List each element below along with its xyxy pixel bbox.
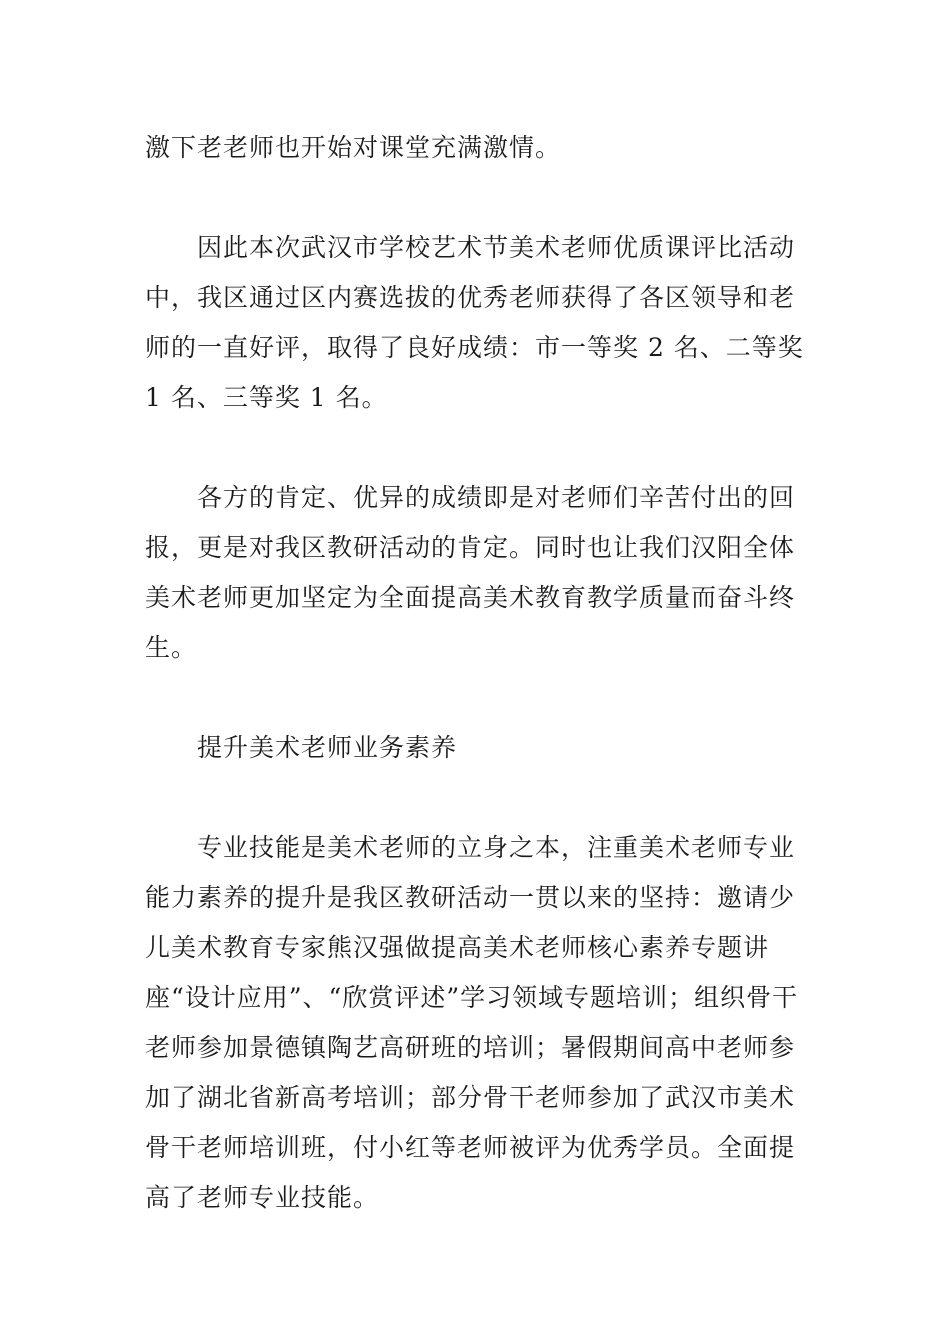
paragraph-competition-results: 因此本次武汉市学校艺术节美术老师优质课评比活动中，我区通过区内赛选拔的优秀老师获得了各区领导和老师的一直好评，取得了良好成绩：市一等奖 2 名、二等奖 1 名、三等奖 1 名。 [145,233,804,412]
section-heading: 提升美术老师业务素养 [197,733,458,762]
paragraph-recognition: 各方的肯定、优异的成绩即是对老师们辛苦付出的回报，更是对我区教研活动的肯定。同时也让我们汉阳全体美术老师更加坚定为全面提高美术教育教学质量而奋斗终生。 [145,483,796,662]
paragraph-continuation: 激下老老师也开始对课堂充满激情。 [145,133,562,162]
paragraph-professional-skills: 专业技能是美术老师的立身之本，注重美术老师专业能力素养的提升是我区教研活动一贯以来的坚持：邀请少儿美术教育专家熊汉强做提高美术老师核心素养专题讲座“设计应用”、“欣赏评述”学习领域专题培训；组织骨干老师参加景德镇陶艺高研班的培训；暑假期间高中老师参加了湖北省新高考培训；部分骨干老师参加了武汉市美术骨干老师培训班，付小红等老师被评为优秀学员。全面提高了老师专业技能。 [145,833,799,1212]
